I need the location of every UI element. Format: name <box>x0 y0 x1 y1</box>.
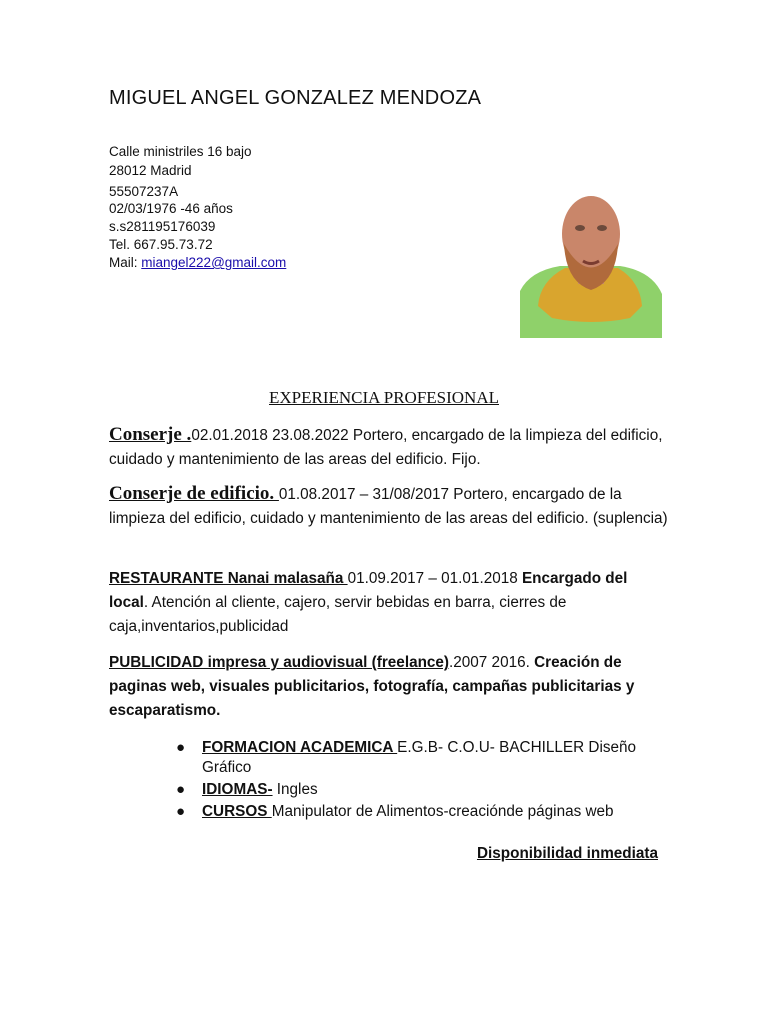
experience-entry <box>109 423 669 472</box>
job-dates: .2007 2016. <box>449 654 535 671</box>
list-item <box>176 738 676 778</box>
mail-label: Mail: <box>109 255 142 270</box>
job-title: PUBLICIDAD impresa y audiovisual (freelance) <box>109 654 450 671</box>
experience-entry <box>109 482 669 531</box>
bullet-text: E.G.B- C.O.U- BACHILLER Diseño Gráfico <box>202 739 637 776</box>
job-role: Encargado del local <box>109 570 628 611</box>
availability-note: Disponibilidad inmediata <box>476 845 658 862</box>
bullet-text: Manipulator de Alimentos-creaciónde páginas web <box>271 803 614 820</box>
bullet-label: IDIOMAS- <box>202 781 273 798</box>
job-title: Conserje . <box>109 424 192 445</box>
list-item <box>176 780 676 800</box>
profile-photo <box>520 186 662 338</box>
job-title: Conserje de edificio. <box>109 483 279 504</box>
job-title: RESTAURANTE Nanai malasaña <box>109 570 348 587</box>
bullet-list <box>176 738 676 822</box>
mail-line <box>109 254 286 272</box>
bullet-text: Ingles <box>272 781 318 798</box>
city-line: 28012 Madrid <box>109 163 192 178</box>
candidate-name: MIGUEL ANGEL GONZALEZ MENDOZA <box>109 87 482 109</box>
job-description: Creación de paginas web, visuales publicitarios, fotografía, campañas publicitarias y escaparatismo. <box>109 654 635 719</box>
list-item <box>176 802 676 822</box>
bullet-label: FORMACION ACADEMICA <box>202 739 398 756</box>
phone-line: Tel. 667.95.73.72 <box>109 237 213 252</box>
job-description: 02.01.2018 23.08.2022 Portero, encargado de la limpieza del edificio, cuidado y mantenimiento de las areas del edificio. Fijo. <box>109 427 663 468</box>
social-security-line: s.s281195176039 <box>109 219 216 234</box>
job-dates: 01.09.2017 – 01.01.2018 <box>347 570 522 587</box>
experience-entry <box>109 567 669 639</box>
experience-entry <box>109 651 669 723</box>
section-title-experience: EXPERIENCIA PROFESIONAL <box>269 388 499 407</box>
job-description: 01.08.2017 – 31/08/2017 Portero, encargado de la limpieza del edificio, cuidado y mantenimiento de las areas del edificio. (suplencia) <box>109 486 668 527</box>
bullet-icon: ● <box>176 739 186 756</box>
id-line: 55507237A <box>109 184 179 199</box>
birth-line: 02/03/1976 -46 años <box>109 201 233 216</box>
bullet-icon: ● <box>176 803 186 820</box>
mail-link[interactable]: miangel222@gmail.com <box>141 255 287 270</box>
address-line: Calle ministriles 16 bajo <box>109 144 252 159</box>
bullet-label: CURSOS <box>202 803 272 820</box>
job-description: . Atención al cliente, cajero, servir bebidas en barra, cierres de caja,inventarios,publicidad <box>109 594 567 635</box>
bullet-icon: ● <box>176 781 186 798</box>
